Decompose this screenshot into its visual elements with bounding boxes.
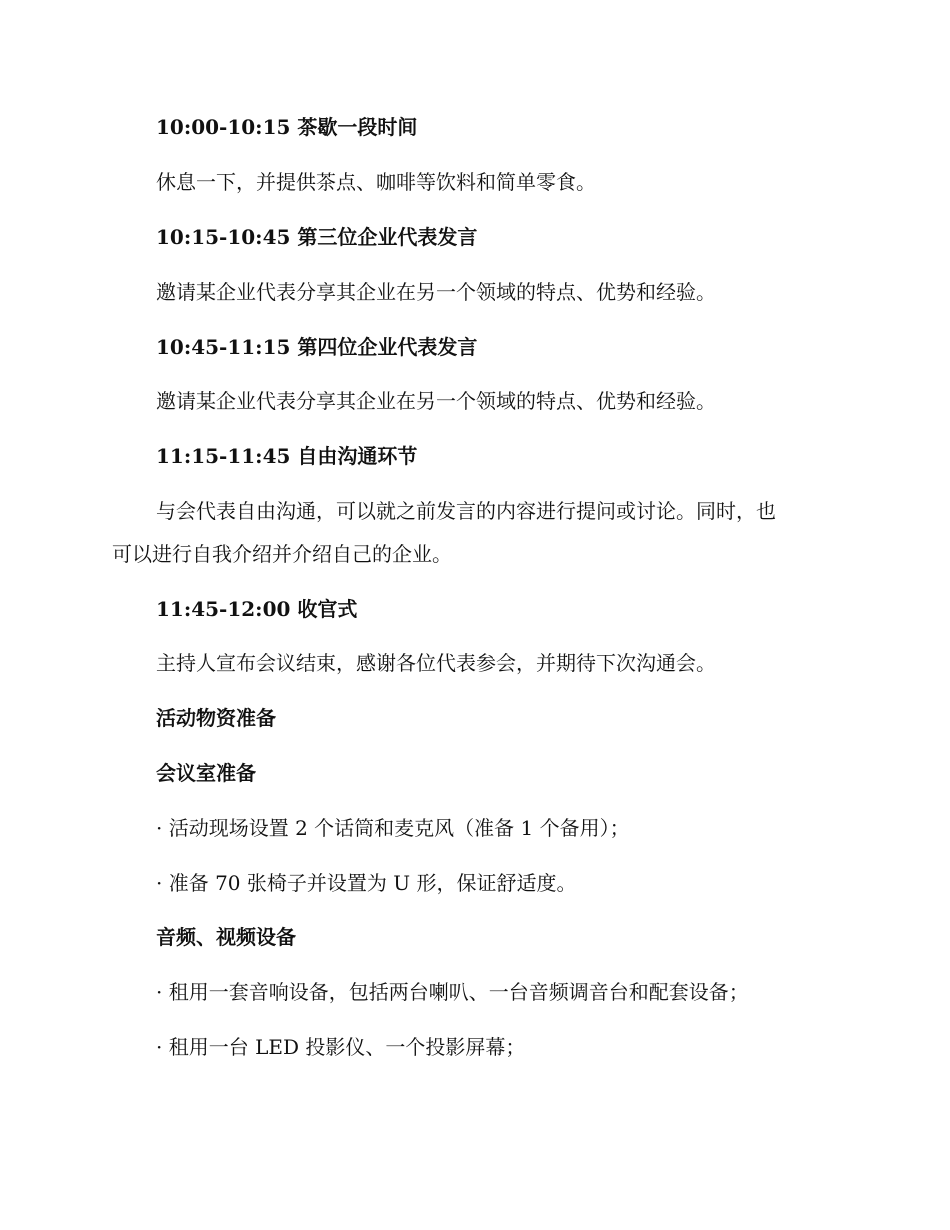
subsection-heading-meeting-room: 会议室准备 (156, 761, 256, 785)
section-heading-tea-break: 10:00-10:15 茶歇一段时间 (156, 115, 418, 139)
section-heading-free-discussion: 11:15-11:45 自由沟通环节 (156, 444, 418, 468)
section-heading-fourth-speaker: 10:45-11:15 第四位企业代表发言 (156, 335, 478, 359)
list-item-projector: · 租用一台 LED 投影仪、一个投影屏幕； (156, 1035, 526, 1059)
section-heading-third-speaker: 10:15-10:45 第三位企业代表发言 (156, 225, 478, 249)
paragraph-closing: 主持人宣布会议结束，感谢各位代表参会，并期待下次沟通会。 (156, 651, 716, 675)
paragraph-third-speaker: 邀请某企业代表分享其企业在另一个领域的特点、优势和经验。 (156, 280, 716, 304)
paragraph-free-discussion-continued: 可以进行自我介绍并介绍自己的企业。 (112, 542, 452, 566)
paragraph-fourth-speaker: 邀请某企业代表分享其企业在另一个领域的特点、优势和经验。 (156, 389, 716, 413)
section-heading-closing: 11:45-12:00 收官式 (156, 597, 358, 621)
list-item-microphones: · 活动现场设置 2 个话筒和麦克风（准备 1 个备用）； (156, 816, 630, 840)
list-item-chairs: · 准备 70 张椅子并设置为 U 形，保证舒适度。 (156, 871, 577, 895)
section-heading-materials: 活动物资准备 (156, 706, 276, 730)
paragraph-free-discussion: 与会代表自由沟通，可以就之前发言的内容进行提问或讨论。同时，也 (156, 499, 776, 523)
subsection-heading-av-equipment: 音频、视频设备 (156, 925, 296, 949)
list-item-audio-equipment: · 租用一套音响设备，包括两台喇叭、一台音频调音台和配套设备； (156, 980, 749, 1004)
paragraph-tea-break: 休息一下，并提供茶点、咖啡等饮料和简单零食。 (156, 170, 596, 194)
